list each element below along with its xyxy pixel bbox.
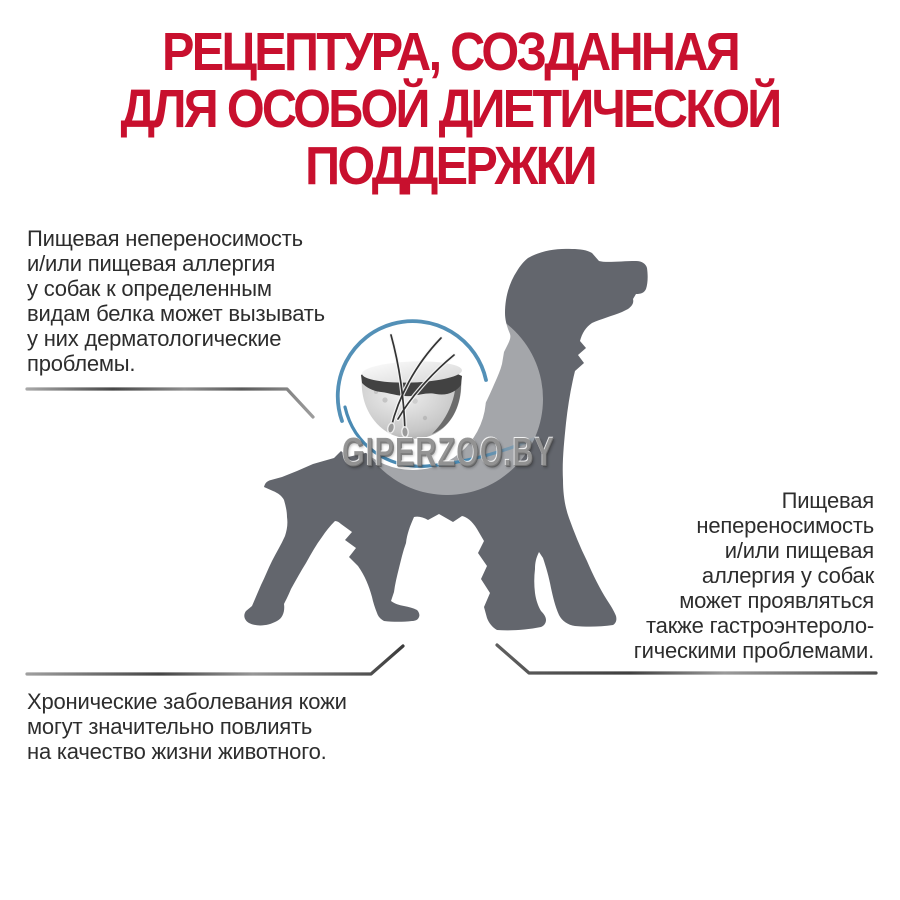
text-line: Хронические заболевания кожи	[27, 689, 347, 714]
page-title	[45, 24, 855, 195]
text-line: у собак к определенным	[27, 276, 272, 301]
text-line: и/или пищевая аллергия	[27, 251, 276, 276]
page-title-line: ДЛЯ ОСОБОЙ ДИЕТИЧЕСКОЙ	[120, 79, 780, 139]
text-line: непереносимость	[696, 513, 874, 538]
text-line: и/или пищевая	[724, 538, 874, 563]
annotation-gastro	[634, 488, 874, 663]
text-line: Пищевая	[781, 488, 874, 513]
text-line: также гастроэнтероло-	[646, 613, 874, 638]
text-line: на качество жизни животного.	[27, 739, 327, 764]
text-line: проблемы.	[27, 351, 136, 376]
callout-line-skin-quality	[27, 646, 403, 674]
page-title-line: ПОДДЕРЖКИ	[305, 136, 595, 196]
annotation-skin-quality	[27, 689, 347, 764]
text-line: гическими проблемами.	[633, 638, 874, 663]
page-title-line: РЕЦЕПТУРА, СОЗДАННАЯ	[162, 22, 738, 82]
text-line: аллергия у собак	[701, 563, 874, 588]
text-line: могут значительно повлиять	[27, 714, 313, 739]
callout-line-dermatology	[27, 389, 313, 417]
watermark: GIPERZOO.BY	[342, 429, 555, 475]
text-line: может проявляться	[679, 588, 874, 613]
text-line: Пищевая непереносимость	[27, 226, 303, 251]
annotation-dermatology	[27, 226, 325, 376]
text-line: у них дерматологические	[27, 326, 282, 351]
text-line: видам белка может вызывать	[27, 301, 325, 326]
